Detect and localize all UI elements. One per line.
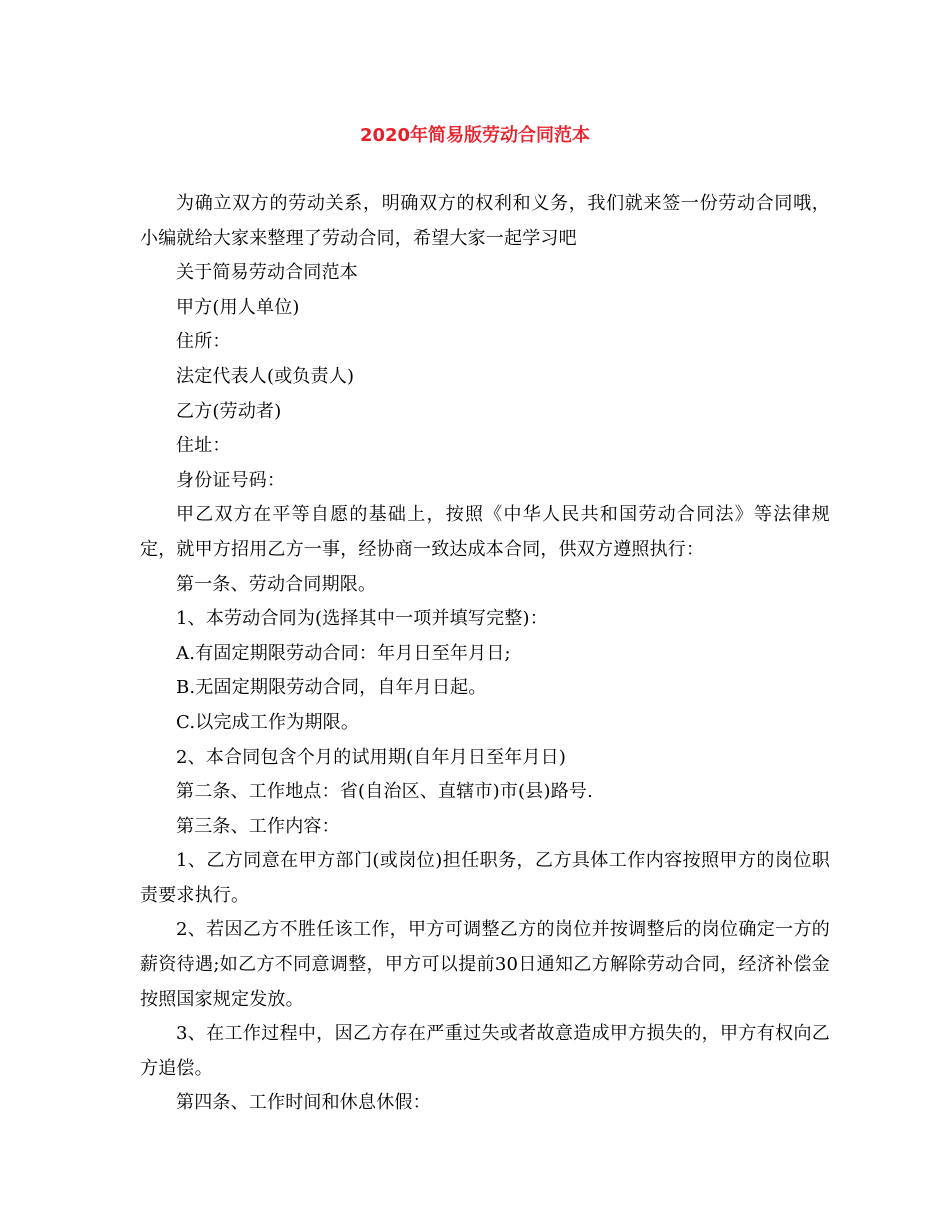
paragraph-subtitle: 关于简易劳动合同范本: [176, 262, 358, 284]
article-1-option-b: B.无固定期限劳动合同，自年月日起。: [176, 677, 487, 699]
party-b-address: 住址：: [176, 435, 231, 457]
article-3-clause-2: 2、若因乙方不胜任该工作，甲方可调整乙方的岗位并按调整后的岗位确定一方的薪资待遇;如乙方不同意调整，甲方可以提前30日通知乙方解除劳动合同，经济补偿金按照国家规定发放。: [140, 919, 830, 1010]
party-a-address: 住所：: [176, 331, 231, 353]
party-b-label: 乙方(劳动者): [176, 400, 282, 422]
article-1-clause-1: 1、本劳动合同为(选择其中一项并填写完整)：: [176, 608, 548, 630]
article-3-clause-3: 3、在工作过程中，因乙方存在严重过失或者故意造成甲方损失的，甲方有权向乙方追偿。: [140, 1023, 830, 1079]
article-1-clause-2: 2、本合同包含个月的试用期(自年月日至年月日): [176, 746, 567, 768]
party-a-legal-representative: 法定代表人(或负责人): [176, 365, 355, 387]
document-title: 2020年简易版劳动合同范本: [359, 125, 591, 146]
document-body: [140, 187, 830, 1121]
paragraph-intro: 为确立双方的劳动关系，明确双方的权利和义务，我们就来签一份劳动合同哦，小编就给大家来整理了劳动合同，希望大家一起学习吧: [140, 193, 830, 249]
paragraph-preamble: 甲乙双方在平等自愿的基础上，按照《中华人民共和国劳动合同法》等法律规定，就甲方招用乙方一事，经协商一致达成本合同，供双方遵照执行：: [140, 504, 830, 560]
article-4-heading: 第四条、工作时间和休息休假：: [176, 1092, 431, 1114]
article-1-option-c: C.以完成工作为期限。: [176, 711, 360, 733]
article-1-heading: 第一条、劳动合同期限。: [176, 573, 377, 595]
article-3-clause-1: 1、乙方同意在甲方部门(或岗位)担任职务，乙方具体工作内容按照甲方的岗位职责要求执行。: [140, 850, 830, 906]
article-1-option-a: A.有固定期限劳动合同：年月日至年月日;: [176, 642, 511, 664]
party-b-id-number: 身份证号码：: [176, 469, 286, 491]
party-a-label: 甲方(用人单位): [176, 296, 300, 318]
article-2-heading: 第二条、工作地点：省(自治区、直辖市)市(县)路号.: [176, 781, 594, 803]
article-3-heading: 第三条、工作内容：: [176, 815, 340, 837]
